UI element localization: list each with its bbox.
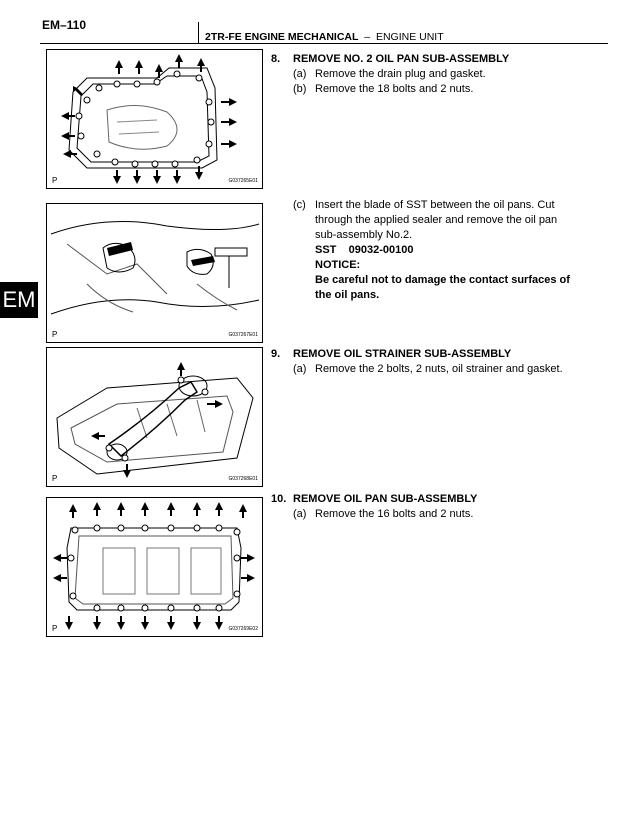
step-title: REMOVE OIL STRAINER SUB-ASSEMBLY: [293, 348, 512, 360]
section-tab: EM: [0, 282, 38, 318]
substep-a: [271, 67, 611, 82]
step-heading: [271, 492, 611, 507]
section-title: 2TR-FE ENGINE MECHANICAL: [205, 31, 359, 43]
step-title: REMOVE NO. 2 OIL PAN SUB-ASSEMBLY: [293, 53, 510, 65]
figure-p-label: P: [52, 474, 58, 483]
notice-label: [271, 258, 611, 273]
substep-text: Remove the 2 bolts, 2 nuts, oil strainer and gasket.: [315, 363, 563, 375]
step-10: [271, 492, 611, 522]
figure-code: G037268E01: [228, 476, 258, 482]
substep-c-line-2: [271, 213, 611, 228]
figure-code: G037265E01: [228, 178, 258, 184]
step-number: 10.: [271, 493, 287, 505]
notice-text: Be careful not to damage the contact surfaces of: [315, 274, 570, 286]
step-heading: [271, 52, 611, 67]
step-heading: [271, 347, 611, 362]
notice-text: the oil pans.: [315, 289, 380, 301]
notice-heading: NOTICE:: [315, 259, 361, 271]
substep-label: (c): [293, 199, 306, 211]
figure-oil-pan: [46, 497, 263, 637]
page-number: EM–110: [42, 18, 87, 32]
substep-label: (a): [293, 363, 307, 375]
substep-label: (a): [293, 508, 307, 520]
substep-c-line-3: [271, 228, 611, 243]
sst-line: [271, 243, 611, 258]
oil-strainer-illustration: [47, 348, 262, 486]
step-9: [271, 347, 611, 377]
figure-code: G037267E01: [228, 332, 258, 338]
step-8: [271, 52, 611, 97]
substep-label: (b): [293, 83, 307, 95]
substep-text: Remove the 18 bolts and 2 nuts.: [315, 83, 474, 95]
substep-text: through the applied sealer and remove the oil pan: [315, 214, 558, 226]
substep-a: [271, 362, 611, 377]
sst-label: SST: [315, 244, 337, 256]
oil-pan-no2-illustration: [47, 50, 262, 188]
step-number: 8.: [271, 53, 281, 65]
title-separator: –: [364, 31, 371, 43]
substep-c-line-1: [271, 198, 611, 213]
sst-text: [315, 243, 610, 258]
substep-a: [271, 507, 611, 522]
substep-text: Insert the blade of SST between the oil pans. Cut: [315, 199, 555, 211]
header-rule: [40, 43, 608, 44]
figure-p-label: P: [52, 176, 58, 185]
notice-line-1: [271, 273, 611, 288]
substep-b: [271, 82, 611, 97]
notice-line-2: [271, 288, 611, 303]
step-number: 9.: [271, 348, 281, 360]
oil-pan-illustration: [47, 498, 262, 636]
sst-cutting-illustration: [47, 204, 262, 342]
figure-oil-strainer: [46, 347, 263, 487]
substep-label: (a): [293, 68, 307, 80]
substep-text: Remove the 16 bolts and 2 nuts.: [315, 508, 474, 520]
page-title: [205, 31, 444, 43]
substep-text: Remove the drain plug and gasket.: [315, 68, 486, 80]
figure-oil-pan-no2: [46, 49, 263, 189]
substep-text: sub-assembly No.2.: [315, 229, 413, 241]
section-subtitle: ENGINE UNIT: [375, 31, 444, 43]
figure-p-label: P: [52, 330, 58, 339]
figure-p-label: P: [52, 624, 58, 633]
step-title: REMOVE OIL PAN SUB-ASSEMBLY: [293, 493, 478, 505]
sst-number: 09032-00100: [348, 244, 414, 256]
step-8-substep-c: [271, 198, 611, 303]
figure-sst-cutting: [46, 203, 263, 343]
figure-code: G037269E02: [228, 626, 258, 632]
header-divider: [198, 22, 199, 44]
